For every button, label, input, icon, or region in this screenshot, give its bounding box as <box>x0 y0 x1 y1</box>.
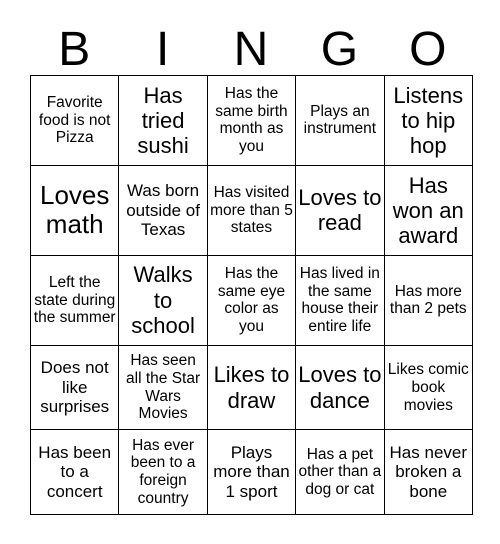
bingo-row <box>31 76 473 166</box>
bingo-row <box>31 255 473 345</box>
bingo-cell[interactable]: Has ever been to a foreign country <box>119 430 207 515</box>
header-letter-g: G <box>320 23 359 76</box>
bingo-cell[interactable]: Has the same birth month as you <box>207 76 295 166</box>
bingo-cell[interactable]: Walks to school <box>119 255 207 345</box>
bingo-row <box>31 165 473 255</box>
bingo-cell[interactable]: Likes comic book movies <box>384 345 472 430</box>
bingo-cell[interactable]: Has seen all the Star Wars Movies <box>119 345 207 430</box>
bingo-row <box>31 430 473 515</box>
header-letter-b: B <box>58 23 91 76</box>
bingo-cell[interactable]: Has never broken a bone <box>384 430 472 515</box>
bingo-cell[interactable]: Favorite food is not Pizza <box>31 76 119 166</box>
bingo-cell[interactable]: Loves math <box>31 165 119 255</box>
bingo-cell[interactable]: Has the same eye color as you <box>207 255 295 345</box>
bingo-cell[interactable]: Plays more than 1 sport <box>207 430 295 515</box>
header-letter-o: O <box>409 23 447 76</box>
header-letter-i: I <box>155 23 170 76</box>
bingo-cell[interactable]: Likes to draw <box>207 345 295 430</box>
bingo-cell[interactable]: Has a pet other than a dog or cat <box>296 430 384 515</box>
bingo-cell[interactable]: Loves to read <box>296 165 384 255</box>
bingo-cell[interactable]: Does not like surprises <box>31 345 119 430</box>
bingo-cell[interactable]: Left the state during the summer <box>31 255 119 345</box>
bingo-cell[interactable]: Loves to dance <box>296 345 384 430</box>
bingo-grid-body <box>31 76 473 515</box>
bingo-cell[interactable]: Has been to a concert <box>31 430 119 515</box>
bingo-grid <box>30 75 473 515</box>
bingo-cell[interactable]: Has lived in the same house their entire life <box>296 255 384 345</box>
bingo-row <box>31 345 473 430</box>
bingo-cell[interactable]: Has visited more than 5 states <box>207 165 295 255</box>
bingo-cell[interactable]: Has won an award <box>384 165 472 255</box>
bingo-cell[interactable]: Was born outside of Texas <box>119 165 207 255</box>
bingo-cell[interactable]: Listens to hip hop <box>384 76 472 166</box>
bingo-header <box>30 23 472 76</box>
bingo-cell[interactable]: Has more than 2 pets <box>384 255 472 345</box>
bingo-cell[interactable]: Has tried sushi <box>119 76 207 166</box>
header-letter-n: N <box>233 23 269 76</box>
bingo-cell[interactable]: Plays an instrument <box>296 76 384 166</box>
